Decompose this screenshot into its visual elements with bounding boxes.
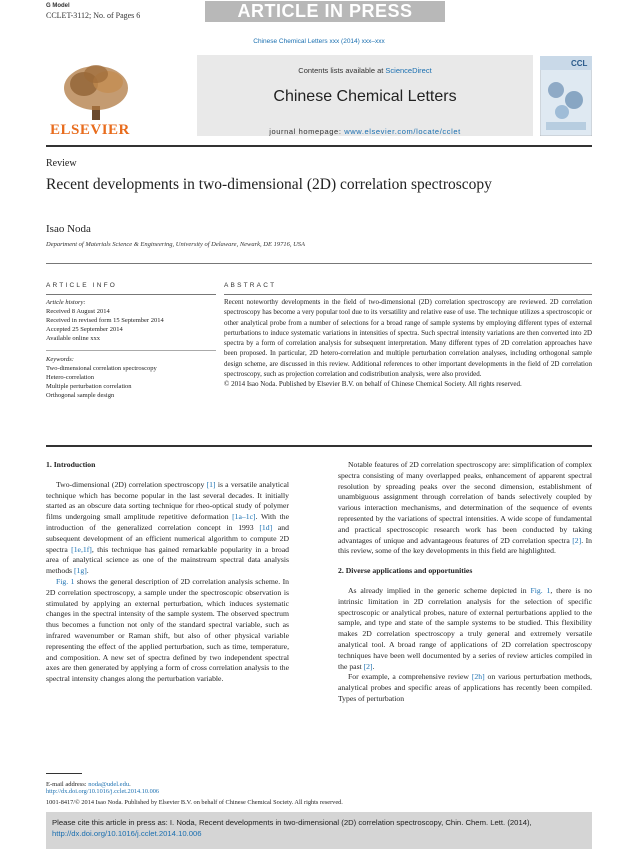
section-heading-introduction: 1. Introduction xyxy=(46,460,96,469)
keywords-rule xyxy=(46,350,216,351)
keyword-item: Multiple perturbation correlation xyxy=(46,383,132,390)
article-info-heading: ARTICLE INFO xyxy=(46,282,118,289)
citation-link[interactable]: [1g] xyxy=(73,566,87,576)
keyword-item: Hetero-correlation xyxy=(46,374,95,381)
body-column-right xyxy=(338,460,592,705)
contents-line xyxy=(197,66,533,75)
journal-reference[interactable]: Chinese Chemical Letters xxx (2014) xxx–xxx xyxy=(253,38,385,45)
paragraph: Fig. 1 shows the general description of 2D correlation analysis scheme. In 2D correlation spectroscopy, a sample under the spectroscopic observation is stimulated by applying an external perturbation, which induces systematic changes in the spectral intensity of the sample system. The observed spectrum thus becomes a function not only of the standard spectral variable, such as infrared wavenumber or Raman shift, but also of other physical variable representing the effect of the applied perturbation, such as time, temperature, and composition. A new set of spectra defined by two independent spectral axes are then generated by applying a form of cross correlation analysis to the spectral intensity changes along the perturbation variable. xyxy=(46,576,289,684)
section-heading-applications: 2. Diverse applications and opportunities xyxy=(338,566,473,576)
figure-link[interactable]: Fig. 1 xyxy=(56,576,75,586)
paragraph: As already implied in the generic scheme depicted in Fig. 1, there is no intrinsic limitation in 2D correlation analysis for the selection of specific spectroscopic or analytical probes, nature of external perturbations applied to the sample, and type and state of the sample systems to be studied. This flexibility makes 2D correlation spectroscopy a truly general and extremely versatile analytical tool. A broad range of applications of 2D correlation spectroscopy techniques have been well documented by a series of review articles compiled in the past [2]. xyxy=(338,585,592,671)
journal-cover-image xyxy=(540,56,592,136)
history-label: Article history: xyxy=(46,299,86,306)
article-history xyxy=(46,298,216,343)
keywords-block xyxy=(46,355,216,400)
paragraph: For example, a comprehensive review [2h] on various perturbation methods, analytical probes and specific areas of applications has recently been compiled. Types of perturbation xyxy=(338,672,592,703)
abstract-rule xyxy=(224,294,592,295)
article-code: CCLET-3112; No. of Pages 6 xyxy=(46,11,141,20)
accepted-date: Accepted 25 September 2014 xyxy=(46,326,123,333)
article-info-rule xyxy=(46,294,216,295)
citation-text: Please cite this article in press as: I. Noda, Recent developments in two-dimensional (2D) correlation spectroscopy, Chin. Chem. Lett. (2014), xyxy=(52,818,532,827)
abstract-text: Recent noteworthy developments in the field of two-dimensional (2D) correlation spectroscopy are reviewed. 2D correlation spectroscopy has become a very popular tool due to its versatility and relative ease of use. The technique utilizes a spectroscopic or other analytical probe from a number of selections for a broad range of sample systems by employing different types of external perturbations to induce systematic variations in intensities of spectra. Such spectral intensity variations are then converted into 2D spectra by a form of correlation analysis for subsequent interpretation. Many different types of 2D correlation approaches have been proposed. In particular, 2D hetero-correlation and multiple perturbation correlation analyses, including orthogonal sample design scheme, are discussed in this review. Additional references to other important developments in the field of 2D correlation spectroscopy, such as projection correlation and codistribution analysis, were also provided. xyxy=(224,298,592,379)
citation-link[interactable]: [2] xyxy=(363,661,373,671)
citation-link[interactable]: [1a–1c] xyxy=(232,512,256,522)
received-date: Received 8 August 2014 xyxy=(46,308,110,315)
email-label: E-mail address: xyxy=(46,781,89,788)
citation-notice xyxy=(52,817,586,839)
abstract-heading: ABSTRACT xyxy=(224,282,277,289)
header-rule xyxy=(46,145,592,147)
abstract-body xyxy=(224,297,592,390)
keyword-item: Orthogonal sample design xyxy=(46,392,115,399)
paragraph: Notable features of 2D correlation spectroscopy are: simplification of complex spectra consisting of many overlapped peaks, enhancement of apparent spectral resolution by spreading peaks over the second dimension, establishment of unambiguous assignment through correlation of bands selectively coupled by various interaction mechanisms, and determination of the sequence of events represented by the variations of spectral intensities. A wide scope of fundamental and practical spectroscopic research work has been conducted by taking advantages of unique and advantageous features of 2D correlation spectra [2]. In this review, some of the key developments in this field are highlighted. xyxy=(338,460,593,556)
sciencedirect-link[interactable]: ScienceDirect xyxy=(385,66,432,75)
online-date: Available online xxx xyxy=(46,335,101,342)
citation-link[interactable]: [1d] xyxy=(259,522,273,532)
body-column-left xyxy=(46,460,289,685)
keyword-item: Two-dimensional correlation spectroscopy xyxy=(46,365,157,372)
figure-link[interactable]: Fig. 1 xyxy=(530,585,551,595)
abstract-end-rule xyxy=(46,445,592,447)
citation-link[interactable]: [2] xyxy=(572,535,582,545)
g-model-label: G Model xyxy=(46,3,70,9)
author-affiliation: Department of Materials Science & Engineering, University of Delaware, Newark, DE 19716, USA xyxy=(46,241,305,248)
citation-link[interactable]: [2h] xyxy=(471,672,485,682)
journal-title: Chinese Chemical Letters xyxy=(273,88,457,105)
footnote-rule xyxy=(46,773,82,774)
doi-link[interactable]: http://dx.doi.org/10.1016/j.cclet.2014.10.006 xyxy=(46,788,160,795)
email-end: . xyxy=(129,781,131,788)
contents-prefix: Contents lists available at xyxy=(298,66,386,75)
footer-copyright: 1001-8417/© 2014 Isao Noda. Published by Elsevier B.V. on behalf of Chinese Chemical Society. All rights reserved. xyxy=(46,799,343,806)
journal-homepage xyxy=(197,127,533,136)
abstract-copyright: © 2014 Isao Noda. Published by Elsevier B.V. on behalf of Chinese Chemical Society. All rights reserved. xyxy=(224,380,522,389)
revised-date: Received in revised form 15 September 2014 xyxy=(46,317,164,324)
elsevier-wordmark: ELSEVIER xyxy=(50,122,130,138)
paragraph: Two-dimensional (2D) correlation spectroscopy [1] is a versatile analytical technique which has become popular in the last several decades. It initially started as an obscure data sorting technique for rheo-optical study of polymer films undergoing small amplitude repetitive deformation [1a–1c]. With the introduction of the generalized correlation concept in 1993 [1d] and subsequent development of an efficient numerical algorithm to compute 2D spectra [1e,1f], this technique has gained remarkable popularity in a broad area of analytical science as one of the mainstream spectral data analysis methods [1g]. xyxy=(46,479,289,576)
homepage-link[interactable]: www.elsevier.com/locate/cclet xyxy=(344,127,461,136)
author-name[interactable]: Isao Noda xyxy=(46,223,91,235)
article-title: Recent developments in two-dimensional (2D) correlation spectroscopy xyxy=(46,176,492,193)
citation-doi-link[interactable]: http://dx.doi.org/10.1016/j.cclet.2014.10.006 xyxy=(52,829,202,838)
cover-ccl-label: CCL xyxy=(571,59,588,68)
citation-link[interactable]: [1e,1f] xyxy=(71,544,92,554)
keywords-label: Keywords: xyxy=(46,356,74,363)
section-rule xyxy=(46,263,592,264)
citation-link[interactable]: [1] xyxy=(206,479,216,489)
author-email-footnote xyxy=(46,781,131,788)
email-link[interactable]: noda@udel.edu xyxy=(88,781,130,788)
homepage-prefix: journal homepage: xyxy=(269,127,345,136)
article-type: Review xyxy=(46,158,77,169)
article-in-press-text: ARTICLE IN PRESS xyxy=(237,1,413,21)
